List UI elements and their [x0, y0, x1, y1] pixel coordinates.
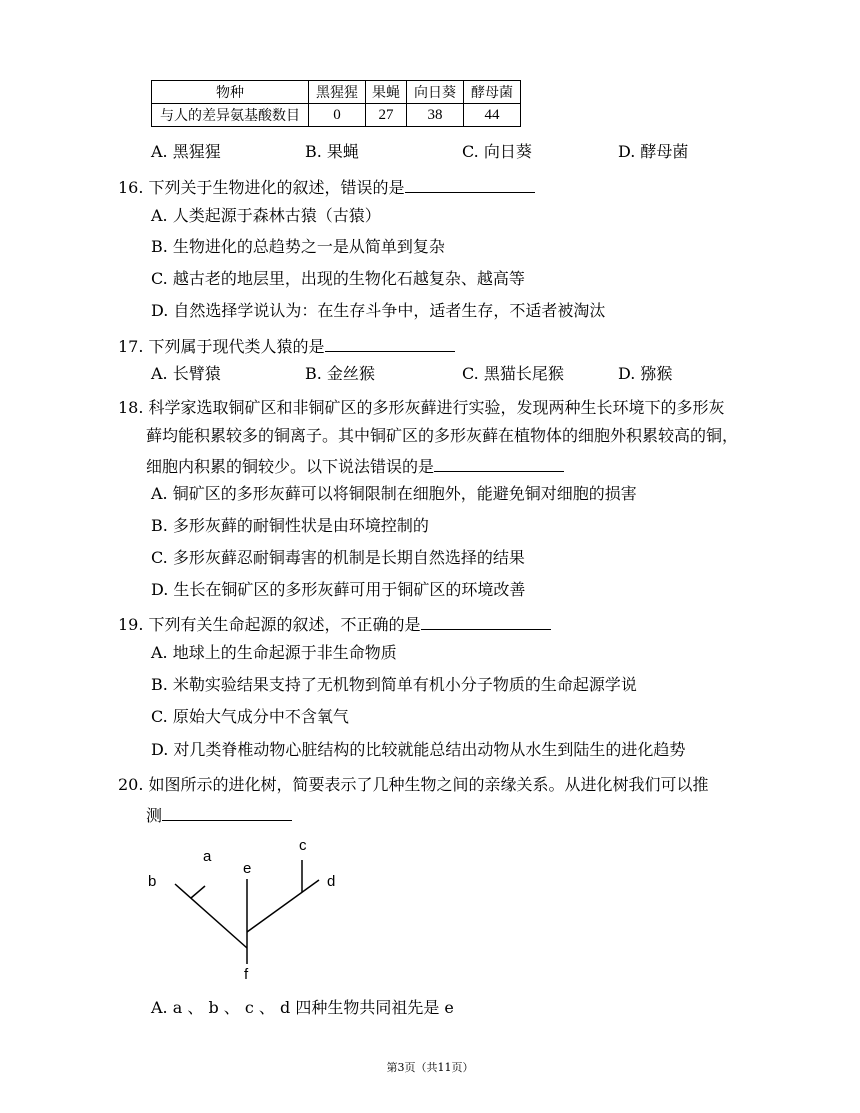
q16-option-c[interactable]: C. 越古老的地层里，出现的生物化石越复杂、越高等 [151, 269, 525, 288]
q18-stem-line2: 藓均能积累较多的铜离子。其中铜矿区的多形灰藓在植物体的细胞外积累较高的铜， [146, 426, 739, 445]
evolution-tree-figure [143, 836, 343, 986]
q18-stem-line1: 18. 科学家选取铜矿区和非铜矿区的多形灰藓进行实验，发现两种生长环境下的多形灰 [118, 398, 725, 417]
evolution-tree-diagram [143, 836, 343, 986]
q15-option-d[interactable]: D. 酵母菌 [618, 142, 689, 161]
tree-branch-d [247, 880, 319, 932]
table-cell: 38 [407, 104, 464, 127]
answer-blank[interactable] [162, 804, 292, 821]
table-row [152, 104, 521, 127]
answer-blank[interactable] [434, 455, 564, 472]
q18-stem-line3 [146, 455, 564, 477]
q17-stem [118, 335, 455, 357]
q15-option-c[interactable]: C. 向日葵 [462, 142, 532, 161]
q19-stem [118, 613, 551, 635]
tree-label-f: f [244, 966, 249, 983]
table-header-cell: 物种 [152, 81, 309, 104]
q20-stem-line2 [146, 804, 292, 826]
q17-option-a[interactable]: A. 长臂猿 [151, 364, 221, 383]
q18-option-c[interactable]: C. 多形灰藓忍耐铜毒害的机制是长期自然选择的结果 [151, 548, 525, 567]
table-header-cell: 酵母菌 [464, 81, 521, 104]
tree-label-b: b [148, 873, 157, 890]
answer-blank[interactable] [325, 335, 455, 352]
q19-option-a[interactable]: A. 地球上的生命起源于非生命物质 [151, 643, 397, 662]
q20-stem-text: 测 [146, 806, 163, 825]
q17-option-c[interactable]: C. 黑猫长尾猴 [462, 364, 564, 383]
table-header-cell: 果蝇 [366, 81, 407, 104]
answer-blank[interactable] [405, 176, 535, 193]
tree-branch-a [191, 886, 205, 898]
q17-stem-text: 17. 下列属于现代类人猿的是 [118, 337, 325, 356]
amino-acid-table [151, 80, 521, 127]
q19-option-c[interactable]: C. 原始大气成分中不含氧气 [151, 707, 349, 726]
q17-option-b[interactable]: B. 金丝猴 [305, 364, 375, 383]
tree-label-c: c [299, 837, 307, 854]
q16-option-d[interactable]: D. 自然选择学说认为：在生存斗争中，适者生存，不适者被淘汰 [151, 301, 606, 320]
q19-option-b[interactable]: B. 米勒实验结果支持了无机物到简单有机小分子物质的生命起源学说 [151, 675, 637, 694]
q18-stem-text: 细胞内积累的铜较少。以下说法错误的是 [146, 457, 435, 476]
q20-option-a[interactable]: A. a 、 b 、 c 、 d 四种生物共同祖先是 e [151, 998, 454, 1017]
q20-stem-line1: 20. 如图所示的进化树，简要表示了几种生物之间的亲缘关系。从进化树我们可以推 [118, 775, 709, 794]
table-header-cell: 向日葵 [407, 81, 464, 104]
table-header-cell: 黑猩猩 [309, 81, 366, 104]
tree-label-d: d [327, 873, 336, 890]
q16-option-b[interactable]: B. 生物进化的总趋势之一是从简单到复杂 [151, 237, 445, 256]
q15-option-a[interactable]: A. 黑猩猩 [151, 142, 221, 161]
answer-blank[interactable] [421, 613, 551, 630]
table-cell: 与人的差异氨基酸数目 [152, 104, 309, 127]
table-cell: 0 [309, 104, 366, 127]
tree-label-a: a [203, 848, 212, 865]
q17-option-d[interactable]: D. 猕猴 [618, 364, 673, 383]
page-footer: 第3页（共11页） [386, 1061, 474, 1074]
table-cell: 44 [464, 104, 521, 127]
tree-label-e: e [243, 860, 252, 877]
q16-stem-text: 16. 下列关于生物进化的叙述，错误的是 [118, 178, 405, 197]
q18-option-d[interactable]: D. 生长在铜矿区的多形灰藓可用于铜矿区的环境改善 [151, 580, 526, 599]
q16-option-a[interactable]: A. 人类起源于森林古猿（古猿） [151, 206, 381, 225]
q19-stem-text: 19. 下列有关生命起源的叙述，不正确的是 [118, 615, 421, 634]
tree-branch-b [175, 884, 247, 948]
q16-stem [118, 176, 535, 198]
q18-option-b[interactable]: B. 多形灰藓的耐铜性状是由环境控制的 [151, 516, 429, 535]
table-header-row [152, 81, 521, 104]
q18-option-a[interactable]: A. 铜矿区的多形灰藓可以将铜限制在细胞外，能避免铜对细胞的损害 [151, 484, 637, 503]
q19-option-d[interactable]: D. 对几类脊椎动物心脏结构的比较就能总结出动物从水生到陆生的进化趋势 [151, 740, 686, 759]
table-cell: 27 [366, 104, 407, 127]
q15-option-b[interactable]: B. 果蝇 [305, 142, 359, 161]
